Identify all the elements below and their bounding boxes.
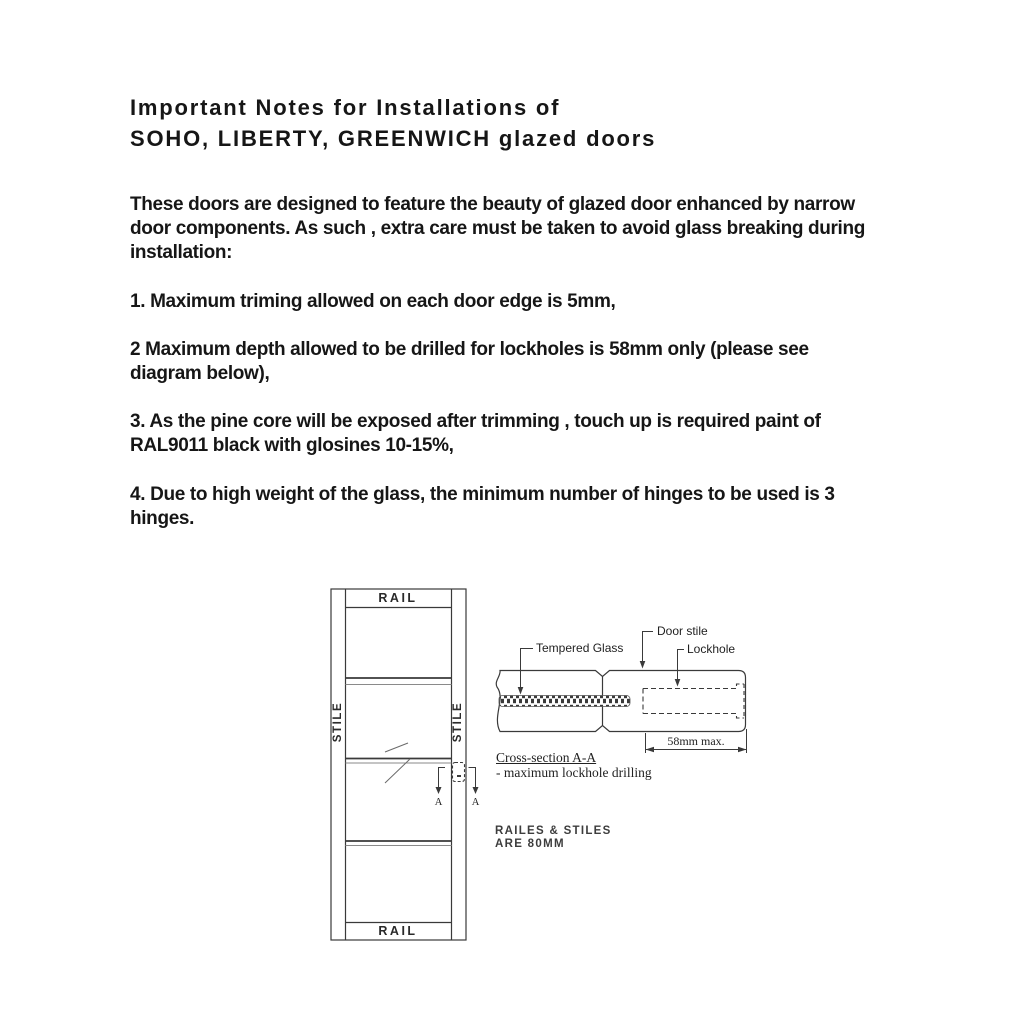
cross-section-caption-subtitle: - maximum lockhole drilling: [496, 765, 652, 780]
tempered-glass-label: Tempered Glass: [536, 641, 624, 655]
note-item-4: 4. Due to high weight of the glass, the minimum number of hinges to be used is 3 hinges.: [130, 483, 835, 529]
page-title-line1: Important Notes for Installations of: [130, 95, 561, 120]
page-title-line2: SOHO, LIBERTY, GREENWICH glazed doors: [130, 126, 657, 151]
rails-stiles-footnote: [495, 825, 612, 851]
dimension-58mm: 58mm max.: [656, 735, 736, 748]
footnote-line2: ARE 80MM: [495, 838, 565, 850]
rail-bottom-label: RAIL: [378, 924, 418, 938]
note-item-2: 2 Maximum depth allowed to be drilled for lockholes is 58mm only (please see diagram below),: [130, 338, 809, 385]
door-elevation-drawing: [331, 589, 479, 940]
page-title: [130, 92, 656, 154]
note-item-3: 3. As the pine core will be exposed after trimming , touch up is required paint of RAL9011 black with glosines 10-15%,: [130, 411, 821, 457]
door-stile-label: Door stile: [657, 624, 708, 638]
notes-body: [130, 193, 882, 555]
section-marker-a-right: A: [471, 797, 480, 808]
cross-section-caption-title: Cross-section A-A: [496, 750, 597, 765]
section-marker-a-left: A: [434, 797, 443, 808]
lockhole-label: Lockhole: [687, 642, 736, 656]
footnote-line1: RAILES & STILES: [495, 825, 612, 837]
note-item-1: 1. Maximum triming allowed on each door edge is 5mm,: [130, 290, 616, 312]
stile-right-label: STILE: [452, 701, 464, 743]
stile-left-label: STILE: [332, 701, 344, 743]
rail-top-label: RAIL: [378, 591, 418, 605]
notes-intro: These doors are designed to feature the beauty of glazed door enhanced by narrow door components. As such , extra care must be taken to avoid glass breaking during installation:: [130, 194, 866, 264]
